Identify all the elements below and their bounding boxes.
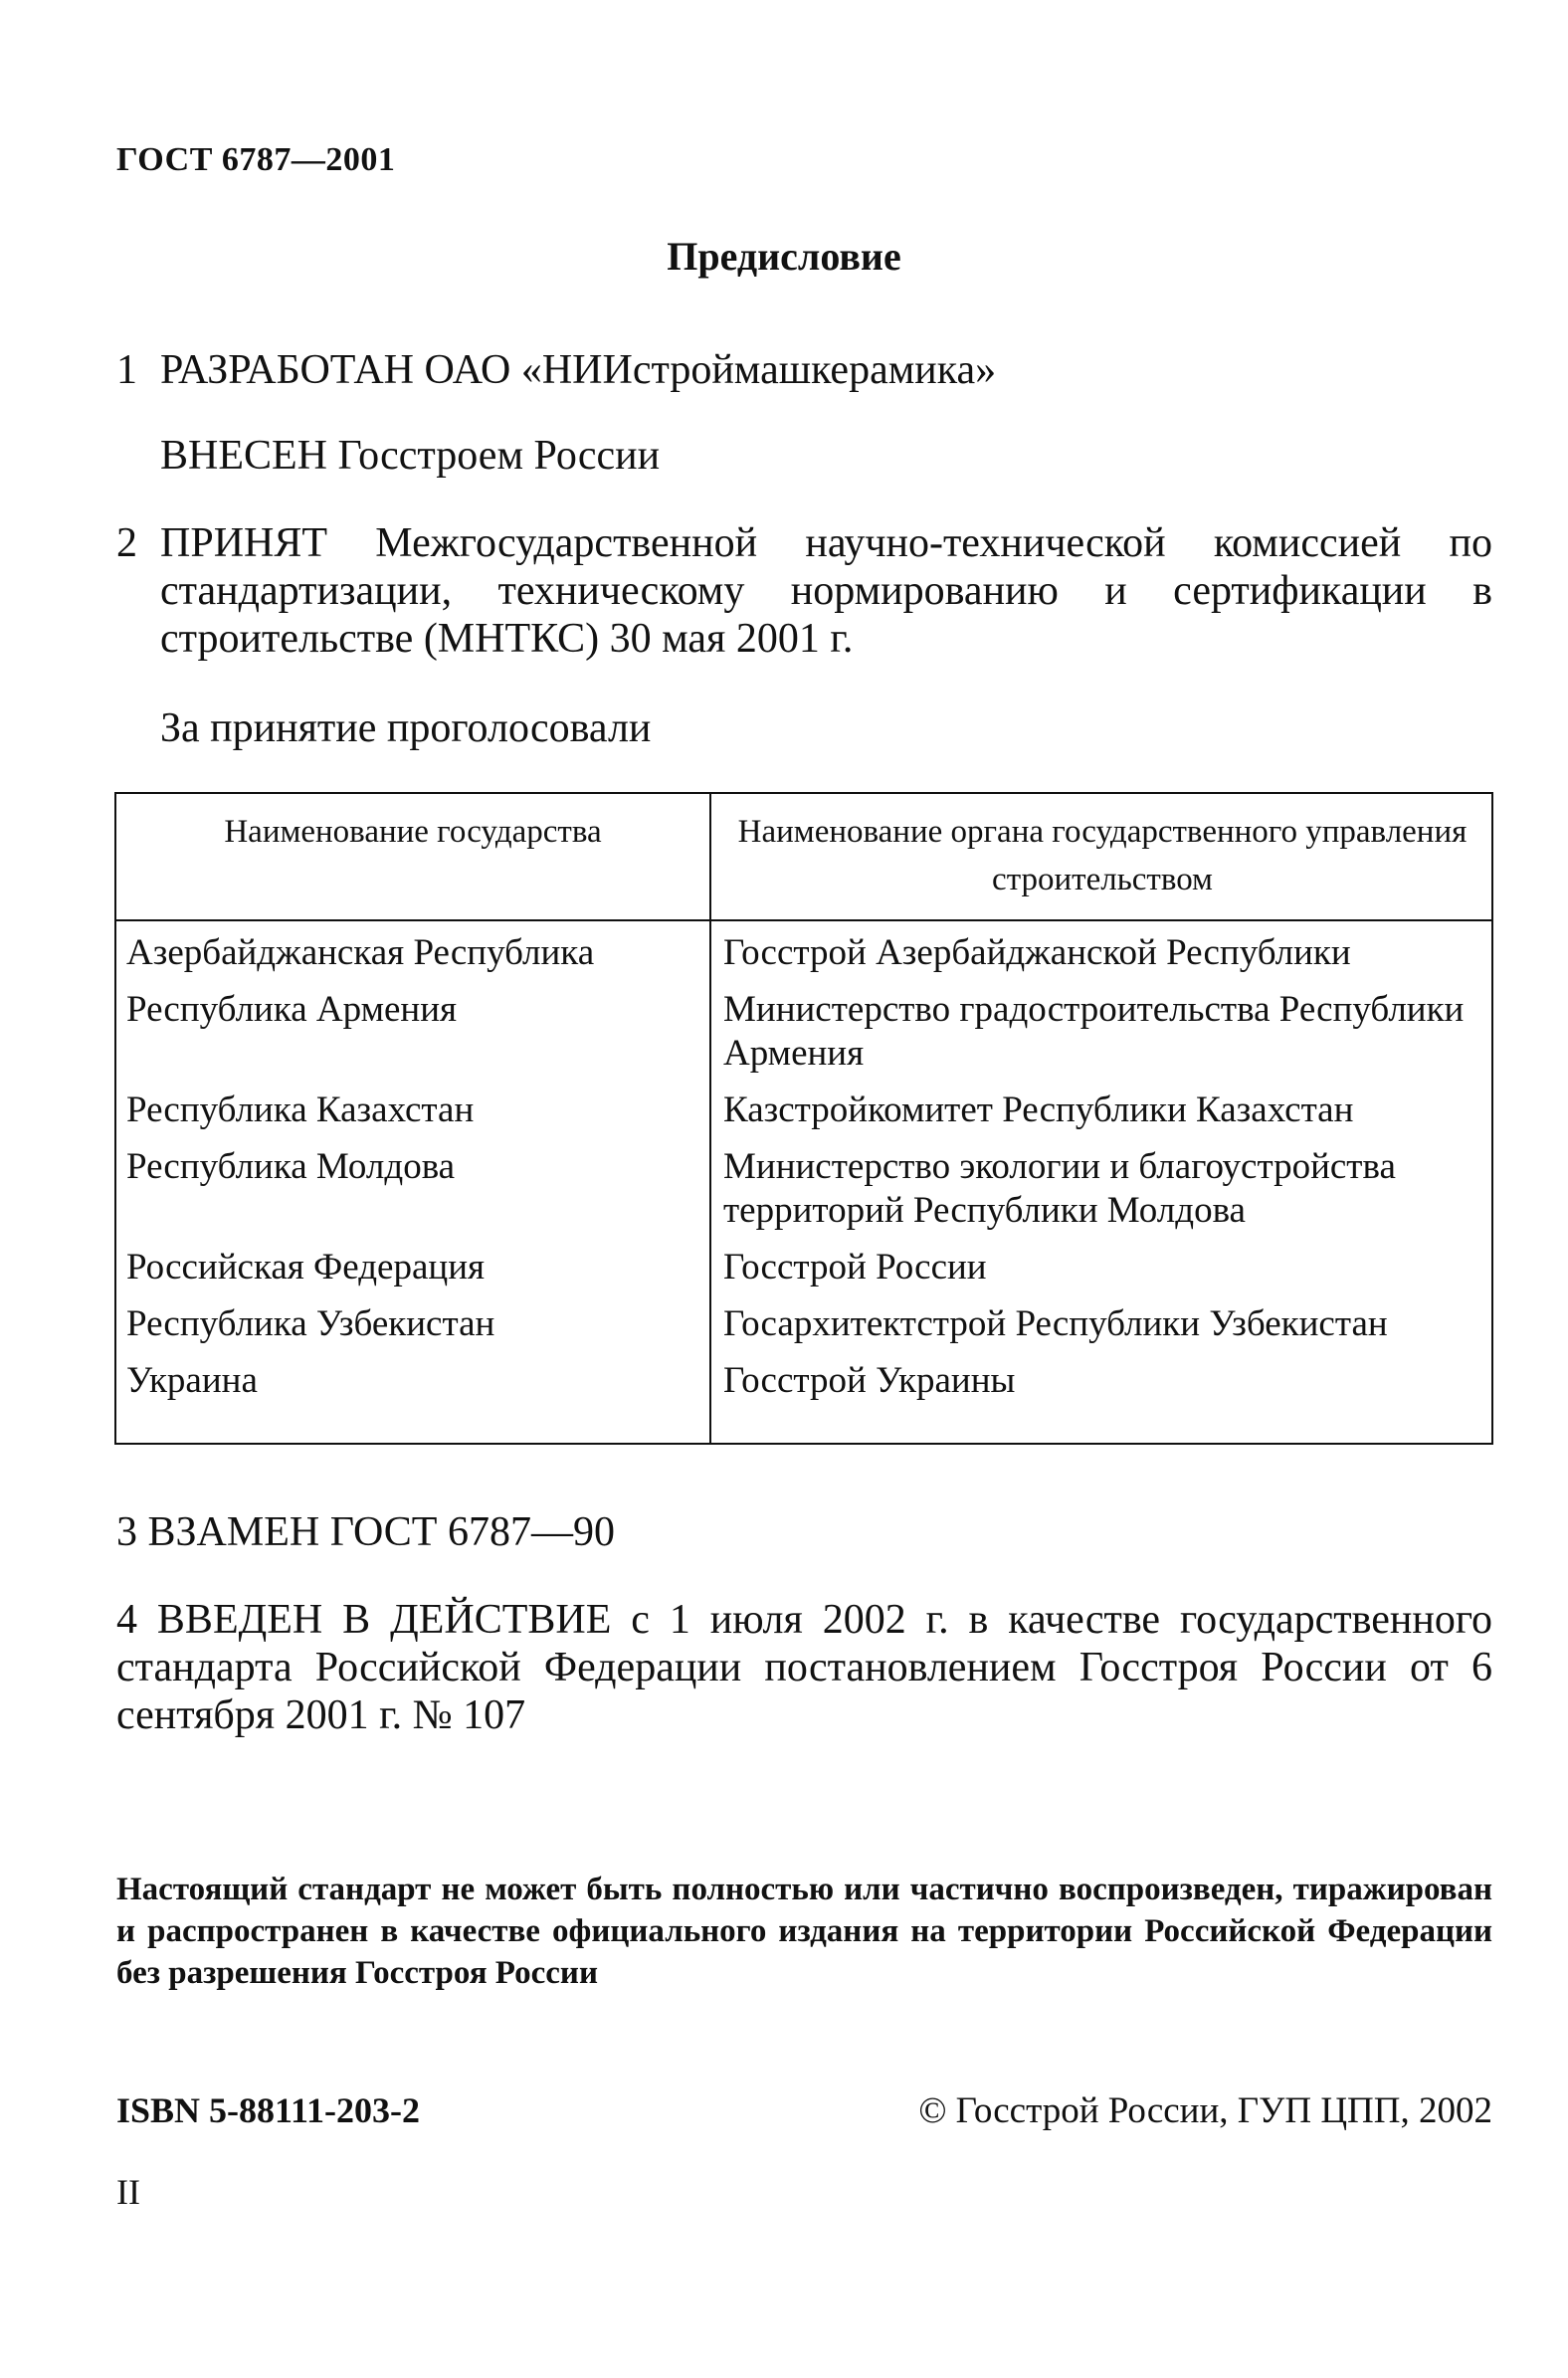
table-row (116, 1089, 1491, 1132)
table-header-divider (116, 919, 1491, 921)
table-cell-state: Украина (126, 1360, 258, 1401)
item-2 (116, 519, 1492, 663)
table-cell-state: Республика Молдова (126, 1146, 456, 1187)
table-cell-body: Госстрой России (723, 1247, 987, 1288)
table-row (116, 988, 1491, 1076)
table-cell-body: Министерство градостроительства Республики Армения (723, 989, 1465, 1074)
table-row (116, 1145, 1491, 1233)
table-cell-state: Республика Узбекистан (126, 1303, 495, 1344)
table-cell-body: Министерство экологии и благоустройства территорий Республики Молдова (723, 1146, 1396, 1231)
item-2-number: 2 (116, 520, 137, 566)
page-title: Предисловие (667, 234, 901, 279)
item-1 (116, 346, 1492, 394)
table-cell-body: Казстройкомитет Республики Казахстан (723, 1090, 1354, 1130)
table-cell-state: Республика Армения (126, 989, 458, 1030)
table-row (116, 1302, 1491, 1346)
table-cell-body: Госархитектстрой Республики Узбекистан (723, 1303, 1388, 1344)
item-1-text: РАЗРАБОТАН ОАО «НИИстроймашкерамика» (160, 347, 997, 393)
table-row (116, 931, 1491, 975)
item-1-sub: ВНЕСЕН Госстроем России (160, 433, 661, 479)
item-3: 3 ВЗАМЕН ГОСТ 6787—90 (116, 1509, 615, 1555)
page-number: II (116, 2172, 140, 2212)
table-header-body: Наименование органа государственного управления строительством (737, 814, 1468, 897)
table-row (116, 1246, 1491, 1289)
table-cell-state: Азербайджанская Республика (126, 932, 595, 973)
item-1-number: 1 (116, 347, 137, 393)
voting-table (114, 792, 1493, 1445)
standard-code: ГОСТ 6787—2001 (116, 141, 396, 178)
table-cell-body: Госстрой Украины (723, 1360, 1016, 1401)
copyright-notice: Настоящий стандарт не может быть полностью или частично воспроизведен, тиражирован и распространен в качестве официального издания на территории Российской Федерации без разрешения Госстроя России (116, 1872, 1492, 1991)
item-4: 4 ВВЕДЕН В ДЕЙСТВИЕ с 1 июля 2002 г. в качестве государственного стандарта Российской Федерации постановлением Госстроя России от 6 сентября 2001 г. № 107 (116, 1597, 1492, 1738)
table-cell-state: Республика Казахстан (126, 1090, 475, 1130)
copyright-line: © Госстрой России, ГУП ЦПП, 2002 (918, 2090, 1492, 2131)
item-2-sub: За принятие проголосовали (160, 705, 652, 751)
table-row (116, 1359, 1491, 1403)
table-cell-state: Российская Федерация (126, 1247, 486, 1288)
table-header-state: Наименование государства (224, 814, 602, 850)
isbn: ISBN 5-88111-203-2 (116, 2090, 421, 2130)
table-cell-body: Госстрой Азербайджанской Республики (723, 932, 1351, 973)
item-2-text: ПРИНЯТ Межгосударственной научно-технической комиссией по стандартизации, техническому нормированию и сертификации в строительстве (МНТКС) 30 мая 2001 г. (160, 520, 1492, 662)
table-body (116, 931, 1491, 1416)
